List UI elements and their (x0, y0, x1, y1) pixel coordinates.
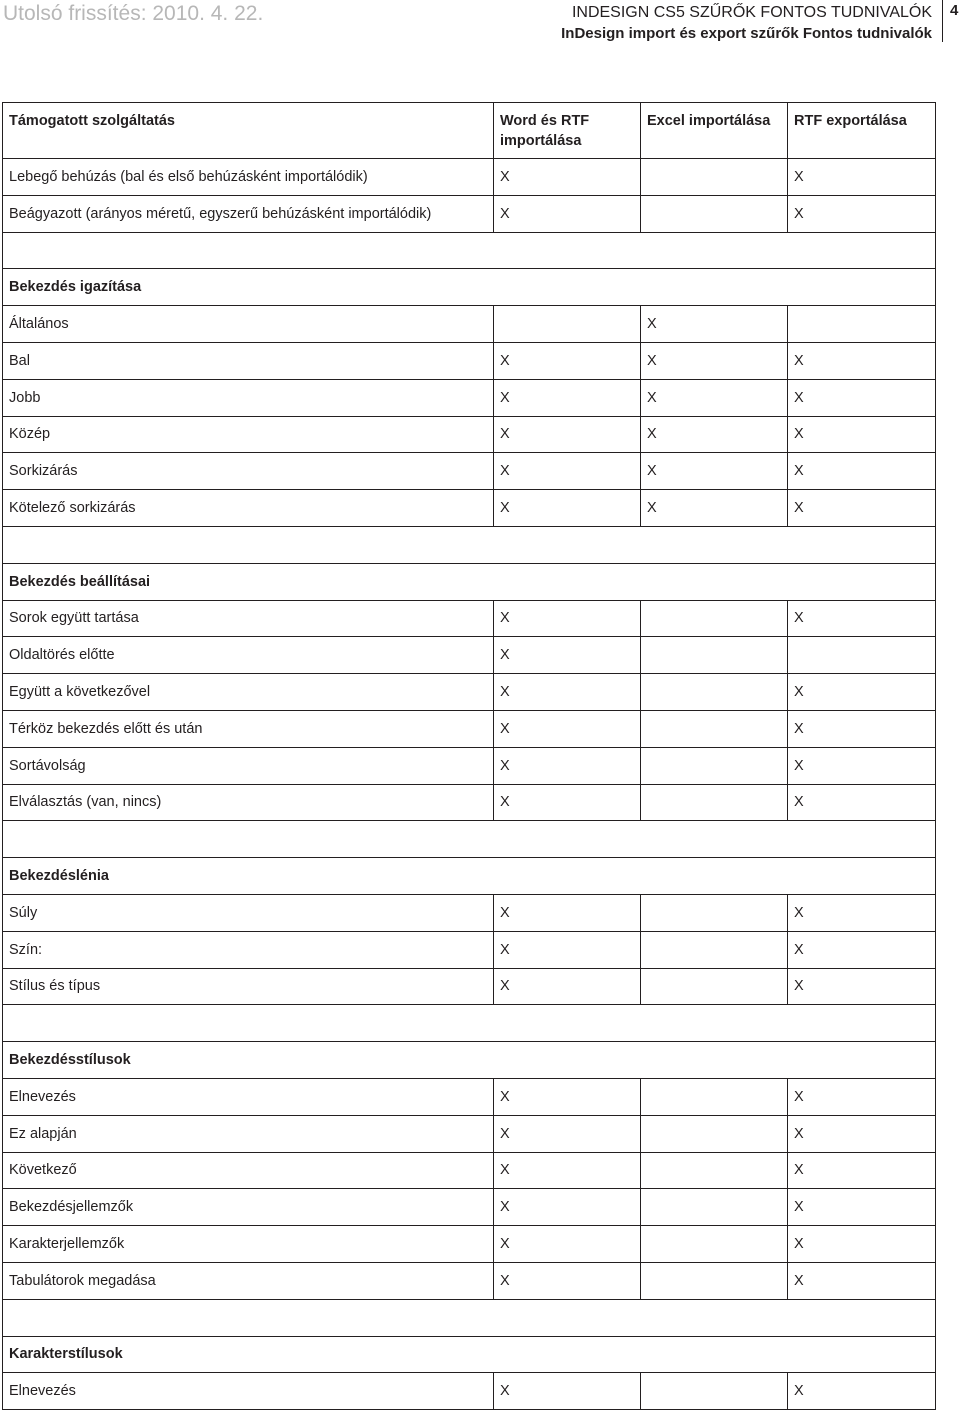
table-row (3, 1226, 936, 1263)
support-mark-cell: X (788, 453, 936, 490)
support-mark-cell: X (788, 931, 936, 968)
support-mark-cell: X (494, 1189, 641, 1226)
feature-name-cell: Beágyazott (arányos méretű, egyszerű behúzásként importálódik) (3, 195, 494, 232)
support-mark-cell (494, 306, 641, 343)
section-title: Bekezdés beállításai (3, 563, 936, 600)
support-mark-cell (641, 931, 788, 968)
support-mark-cell: X (641, 490, 788, 527)
support-mark-cell: X (788, 342, 936, 379)
support-mark-cell: X (788, 379, 936, 416)
feature-support-table (2, 102, 936, 1410)
support-mark-cell: X (494, 490, 641, 527)
support-mark-cell: X (788, 968, 936, 1005)
support-mark-cell: X (494, 784, 641, 821)
spacer-cell (3, 526, 936, 563)
feature-name-cell: Bal (3, 342, 494, 379)
support-mark-cell: X (788, 1373, 936, 1410)
support-mark-cell: X (788, 894, 936, 931)
support-mark-cell: X (788, 674, 936, 711)
support-mark-cell: X (494, 894, 641, 931)
table-row (3, 747, 936, 784)
support-mark-cell: X (788, 195, 936, 232)
support-mark-cell: X (788, 1152, 936, 1189)
table-row (3, 306, 936, 343)
support-mark-cell: X (494, 600, 641, 637)
support-mark-cell: X (788, 1189, 936, 1226)
spacer-cell (3, 232, 936, 269)
support-mark-cell (641, 1189, 788, 1226)
support-mark-cell (788, 306, 936, 343)
header-title: INDESIGN CS5 SZŰRŐK FONTOS TUDNIVALÓK (571, 4, 932, 21)
support-mark-cell: X (494, 195, 641, 232)
support-mark-cell (641, 1262, 788, 1299)
column-header: Word és RTF importálása (494, 103, 641, 159)
page-number: 4 (950, 2, 959, 19)
support-mark-cell: X (494, 342, 641, 379)
support-mark-cell: X (494, 674, 641, 711)
support-mark-cell: X (494, 453, 641, 490)
support-mark-cell: X (494, 968, 641, 1005)
feature-name-cell: Ez alapján (3, 1115, 494, 1152)
spacer-row (3, 1299, 936, 1336)
support-mark-cell: X (788, 747, 936, 784)
spacer-row (3, 526, 936, 563)
support-mark-cell (641, 784, 788, 821)
feature-name-cell: Szín: (3, 931, 494, 968)
support-mark-cell: X (494, 1262, 641, 1299)
support-mark-cell: X (494, 416, 641, 453)
support-mark-cell (641, 968, 788, 1005)
support-mark-cell: X (494, 1115, 641, 1152)
support-mark-cell: X (494, 1226, 641, 1263)
support-mark-cell: X (494, 379, 641, 416)
feature-name-cell: Tabulátorok megadása (3, 1262, 494, 1299)
support-mark-cell (641, 674, 788, 711)
table-row (3, 710, 936, 747)
table-row (3, 379, 936, 416)
feature-name-cell: Sorkizárás (3, 453, 494, 490)
section-title: Bekezdésstílusok (3, 1042, 936, 1079)
feature-name-cell: Térköz bekezdés előtt és után (3, 710, 494, 747)
support-mark-cell (641, 710, 788, 747)
column-header: RTF exportálása (788, 103, 936, 159)
feature-name-cell: Közép (3, 416, 494, 453)
support-mark-cell: X (641, 379, 788, 416)
feature-name-cell: Stílus és típus (3, 968, 494, 1005)
support-mark-cell: X (788, 600, 936, 637)
support-mark-cell: X (494, 1373, 641, 1410)
column-header: Támogatott szolgáltatás (3, 103, 494, 159)
support-mark-cell (641, 747, 788, 784)
support-mark-cell (788, 637, 936, 674)
support-mark-cell (641, 600, 788, 637)
support-mark-cell: X (788, 490, 936, 527)
support-mark-cell: X (494, 710, 641, 747)
feature-name-cell: Súly (3, 894, 494, 931)
table-row (3, 968, 936, 1005)
table-row (3, 637, 936, 674)
support-mark-cell: X (788, 710, 936, 747)
feature-name-cell: Együtt a következővel (3, 674, 494, 711)
support-mark-cell (641, 1226, 788, 1263)
feature-name-cell: Oldaltörés előtte (3, 637, 494, 674)
support-mark-cell: X (641, 342, 788, 379)
feature-name-cell: Bekezdésjellemzők (3, 1189, 494, 1226)
section-header-row (3, 563, 936, 600)
support-mark-cell (641, 1152, 788, 1189)
table-header-row (3, 103, 936, 159)
table-row (3, 600, 936, 637)
support-mark-cell: X (494, 747, 641, 784)
support-mark-cell: X (788, 784, 936, 821)
running-header (561, 2, 932, 44)
table-row (3, 1189, 936, 1226)
table-row (3, 784, 936, 821)
feature-name-cell: Elválasztás (van, nincs) (3, 784, 494, 821)
spacer-cell (3, 1299, 936, 1336)
table-row (3, 1262, 936, 1299)
section-title: Bekezdéslénia (3, 858, 936, 895)
table-row (3, 159, 936, 196)
feature-name-cell: Következő (3, 1152, 494, 1189)
table-row (3, 416, 936, 453)
header-subtitle: InDesign import és export szűrők Fontos tudnivalók (561, 25, 932, 42)
spacer-row (3, 1005, 936, 1042)
support-mark-cell: X (788, 1226, 936, 1263)
header-divider (942, 0, 943, 42)
column-header: Excel importálása (641, 103, 788, 159)
support-mark-cell (641, 195, 788, 232)
table-row (3, 342, 936, 379)
support-mark-cell: X (641, 306, 788, 343)
support-mark-cell: X (494, 637, 641, 674)
spacer-row (3, 232, 936, 269)
feature-name-cell: Lebegő behúzás (bal és első behúzásként importálódik) (3, 159, 494, 196)
table-row (3, 490, 936, 527)
table-row (3, 453, 936, 490)
support-mark-cell (641, 1078, 788, 1115)
section-title: Karakterstílusok (3, 1336, 936, 1373)
support-mark-cell: X (641, 416, 788, 453)
feature-name-cell: Sortávolság (3, 747, 494, 784)
support-mark-cell: X (494, 1152, 641, 1189)
spacer-cell (3, 1005, 936, 1042)
table-row (3, 1115, 936, 1152)
table-row (3, 1373, 936, 1410)
table-row (3, 1152, 936, 1189)
feature-name-cell: Karakterjellemzők (3, 1226, 494, 1263)
support-mark-cell (641, 1373, 788, 1410)
support-mark-cell: X (788, 1262, 936, 1299)
support-mark-cell: X (494, 159, 641, 196)
support-mark-cell: X (788, 1115, 936, 1152)
support-mark-cell: X (788, 416, 936, 453)
support-mark-cell (641, 159, 788, 196)
section-title: Bekezdés igazítása (3, 269, 936, 306)
table-row (3, 894, 936, 931)
feature-name-cell: Jobb (3, 379, 494, 416)
support-mark-cell (641, 1115, 788, 1152)
support-mark-cell (641, 637, 788, 674)
feature-name-cell: Sorok együtt tartása (3, 600, 494, 637)
support-mark-cell: X (494, 1078, 641, 1115)
feature-name-cell: Kötelező sorkizárás (3, 490, 494, 527)
support-mark-cell: X (788, 159, 936, 196)
spacer-cell (3, 821, 936, 858)
last-updated-text: Utolsó frissítés: 2010. 4. 22. (3, 2, 264, 25)
table-row (3, 931, 936, 968)
section-header-row (3, 1042, 936, 1079)
support-mark-cell: X (494, 931, 641, 968)
section-header-row (3, 1336, 936, 1373)
table-row (3, 674, 936, 711)
section-header-row (3, 269, 936, 306)
section-header-row (3, 858, 936, 895)
feature-name-cell: Általános (3, 306, 494, 343)
support-mark-cell (641, 894, 788, 931)
support-mark-cell: X (788, 1078, 936, 1115)
feature-name-cell: Elnevezés (3, 1078, 494, 1115)
support-mark-cell: X (641, 453, 788, 490)
spacer-row (3, 821, 936, 858)
feature-name-cell: Elnevezés (3, 1373, 494, 1410)
table-row (3, 195, 936, 232)
table-row (3, 1078, 936, 1115)
